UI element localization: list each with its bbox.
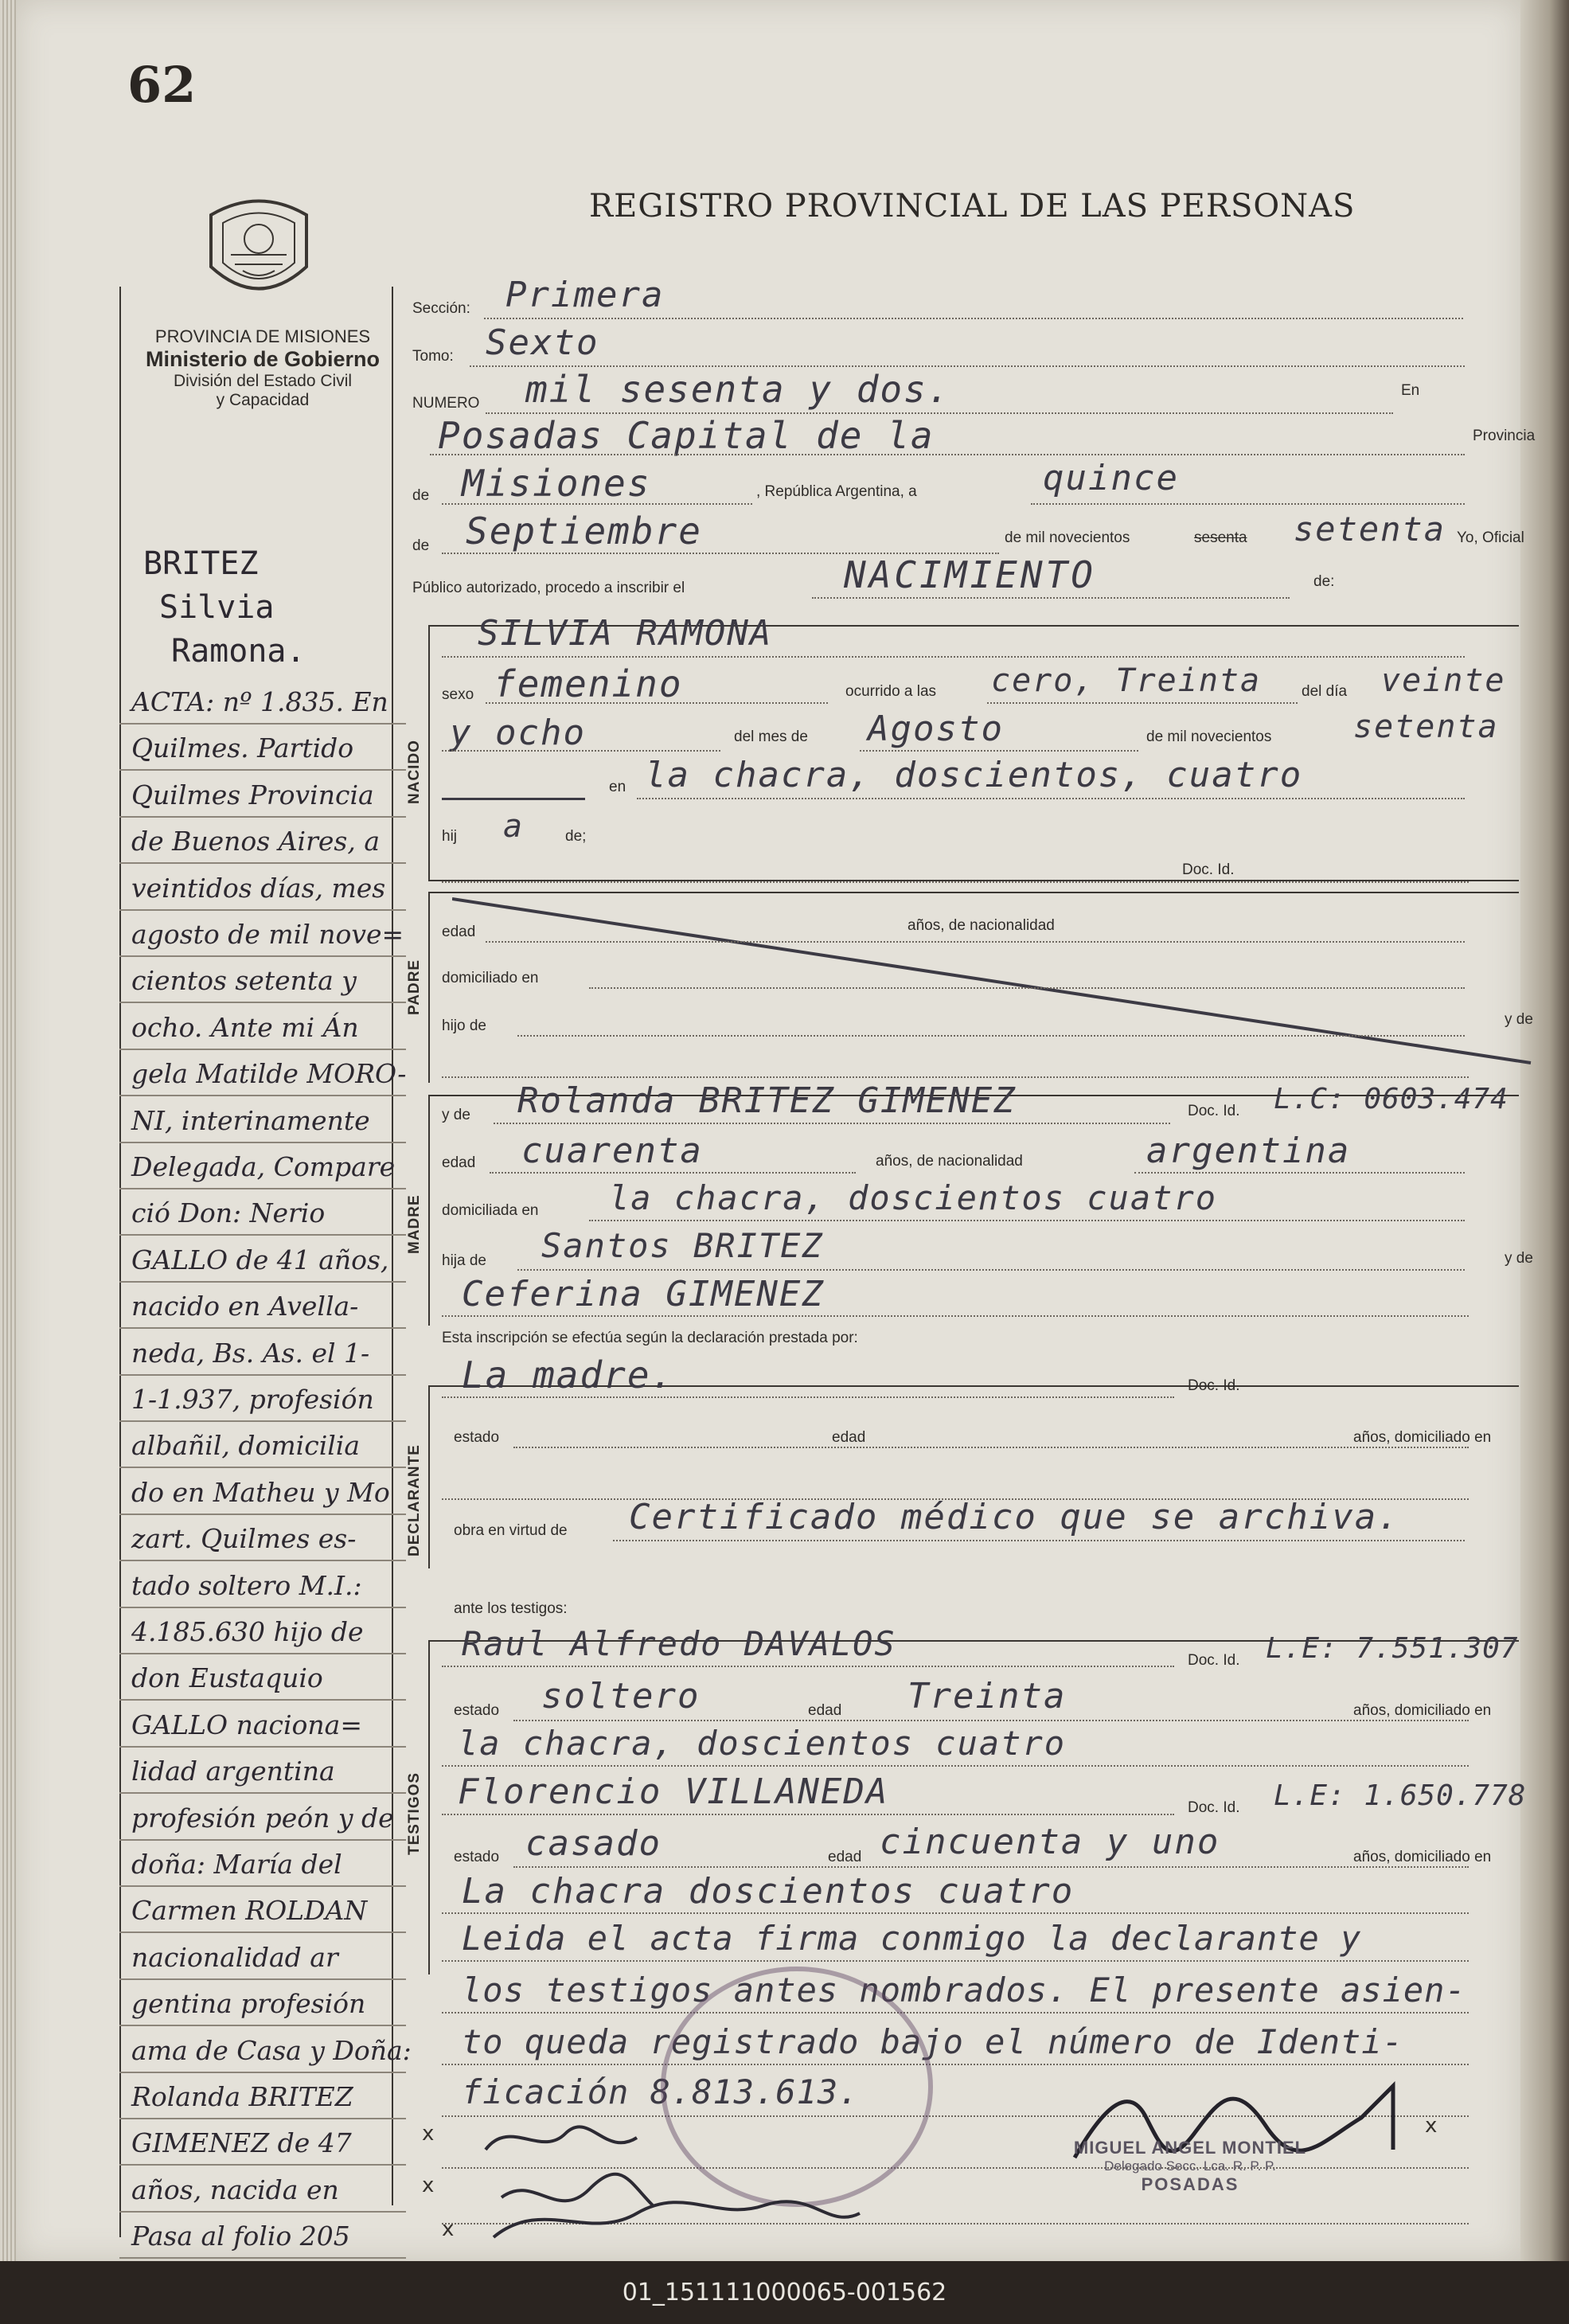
birth-year-label: de mil novecientos xyxy=(1146,728,1272,745)
witness1-edad-value: Treinta xyxy=(907,1676,1067,1717)
witness1-name-line xyxy=(442,1664,1174,1667)
tomo-label: Tomo: xyxy=(412,348,454,365)
witness2-estado-value: casado xyxy=(525,1823,662,1864)
witness2-estado-label: estado xyxy=(454,1849,500,1865)
witness1-doc-label: Doc. Id. xyxy=(1188,1652,1240,1669)
padre-edad-line xyxy=(486,939,1465,943)
madre-parent2: Ceferina GIMENEZ xyxy=(462,1274,825,1314)
declarante-edad-label: edad xyxy=(832,1429,866,1446)
margin-rule xyxy=(119,1699,406,1701)
closing-line-1-rule xyxy=(442,1959,1469,1962)
padre-hijo-label: hijo de xyxy=(442,1017,486,1034)
official-name: MIGUEL ANGEL MONTIEL xyxy=(1073,2138,1307,2158)
madre-parent1: Santos BRITEZ xyxy=(541,1226,824,1265)
margin-rule xyxy=(119,2118,406,2119)
madre-parent2-line xyxy=(442,1314,1469,1317)
closing-line-4: ficación 8.813.613. xyxy=(462,2072,860,2111)
padre-extra-line xyxy=(442,1075,1469,1078)
del-dia-label: del día xyxy=(1302,683,1348,700)
witness2-estado-line xyxy=(513,1865,1469,1868)
witness1-estado-value: soltero xyxy=(541,1676,701,1717)
month-value: Septiembre xyxy=(466,510,702,553)
margin-rule xyxy=(119,1839,406,1841)
margin-note-line: agosto de mil nove= xyxy=(131,919,404,950)
witness2-edad-label: edad xyxy=(828,1849,862,1865)
margin-rule xyxy=(119,1885,406,1887)
official-role: Delegado Secc. Lca. R. P. P. xyxy=(1104,2158,1276,2174)
testigos-intro: ante los testigos: xyxy=(454,1600,568,1617)
sexo-value: femenino xyxy=(494,662,683,705)
de-label: de xyxy=(412,487,430,504)
padre-edad-label: edad xyxy=(442,924,476,940)
closing-line-1: Leida el acta firma conmigo la declarante y xyxy=(462,1919,1362,1958)
hour-line xyxy=(987,701,1298,704)
de-label-2: de xyxy=(412,537,430,554)
margin-rule xyxy=(119,955,406,957)
sexo-line xyxy=(486,701,828,704)
margin-rule xyxy=(119,1653,406,1654)
act-type-line xyxy=(812,596,1290,599)
margin-note-line: ACTA: nº 1.835. En xyxy=(131,686,388,717)
birth-year-value: setenta xyxy=(1353,709,1499,745)
witness2-name-line xyxy=(442,1812,1174,1815)
birthplace-en-label: en xyxy=(609,779,626,795)
margin-note-line: Pasa al folio 205 xyxy=(131,2220,350,2252)
padre-nacionalidad-label: años, de nacionalidad xyxy=(907,917,1055,934)
madre-doc-label: Doc. Id. xyxy=(1188,1103,1240,1119)
margin-note-line: nacionalidad ar xyxy=(131,1941,338,1973)
witness2-edad-value: cincuenta y uno xyxy=(880,1822,1220,1862)
padre-bracket xyxy=(428,892,430,1083)
margin-note-line: zart. Quilmes es- xyxy=(131,1523,357,1555)
province-value: Misiones xyxy=(462,462,651,505)
tomo-value: Sexto xyxy=(486,322,599,363)
obra-label: obra en virtud de xyxy=(454,1522,568,1539)
birth-day-value: veinte xyxy=(1381,662,1506,699)
seccion-value: Primera xyxy=(505,275,665,315)
section-label-testigos: TESTIGOS xyxy=(406,1771,423,1855)
nacido-bracket xyxy=(428,625,430,880)
issuer-division-2: y Capacidad xyxy=(216,391,310,409)
madre-domicilio-line xyxy=(589,1218,1465,1221)
year-value: setenta xyxy=(1294,510,1446,549)
en-prefix-line xyxy=(442,796,585,800)
nacido-doc-line xyxy=(442,880,1469,883)
margin-note-line: doña: María del xyxy=(131,1849,342,1880)
madre-bracket xyxy=(428,1095,430,1326)
hij-value: a xyxy=(503,808,525,845)
place-value: Posadas Capital de la xyxy=(438,414,935,457)
margin-rule xyxy=(119,1374,406,1376)
section-label-nacido: NACIDO xyxy=(406,740,423,804)
madre-edad-value: cuarenta xyxy=(521,1131,703,1171)
margin-note-line: cientos setenta y xyxy=(131,965,357,997)
margin-rule xyxy=(119,1281,406,1283)
day2-line xyxy=(442,748,720,752)
official-stamp xyxy=(1003,2138,1377,2195)
act-type: NACIMIENTO xyxy=(844,553,1096,596)
hour-value: cero, Treinta xyxy=(991,662,1262,699)
margin-rule xyxy=(119,1049,406,1050)
margin-given-name-1: Silvia xyxy=(159,589,275,626)
closing-line-2-rule xyxy=(442,2010,1469,2013)
image-id-footer: 01_151111000065-001562 xyxy=(0,2261,1569,2324)
signature-mark-1: x xyxy=(422,2122,435,2146)
padre-hijo-line xyxy=(517,1033,1465,1037)
issuer-province: PROVINCIA DE MISIONES xyxy=(154,326,371,346)
witness1-domicilio-value: la chacra, doscientos cuatro xyxy=(458,1724,1067,1763)
margin-rule xyxy=(119,2211,406,2213)
issuer-division: División del Estado Civil xyxy=(173,372,353,390)
day-value: quince xyxy=(1043,458,1179,498)
witness1-domicilio-label: años, domiciliado en xyxy=(1353,1702,1492,1719)
page-title: REGISTRO PROVINCIAL DE LAS PERSONAS xyxy=(589,188,1356,225)
margin-rule xyxy=(119,816,406,818)
margin-note-line: ama de Casa y Doña: xyxy=(131,2034,412,2066)
margin-rule xyxy=(119,1095,406,1096)
madre-domicilio-label: domiciliada en xyxy=(442,1202,539,1219)
margin-rule xyxy=(119,1002,406,1003)
section-label-madre: MADRE xyxy=(406,1194,423,1254)
margin-rule xyxy=(119,1607,406,1608)
margin-note-line: do en Matheu y Mo xyxy=(131,1476,390,1508)
margin-rule xyxy=(119,1978,406,1980)
numero-value: mil sesenta y dos. xyxy=(525,368,951,411)
witness2-domicilio-value: La chacra doscientos cuatro xyxy=(462,1871,1075,1912)
birth-month-value: Agosto xyxy=(868,709,1004,749)
nacido-doc-label: Doc. Id. xyxy=(1182,861,1235,878)
madre-edad-label: edad xyxy=(442,1154,476,1171)
madre-nacionalidad-line xyxy=(1134,1170,1465,1174)
margin-note-line: nacido en Avella- xyxy=(131,1291,359,1322)
margin-note-line: GIMENEZ de 47 xyxy=(131,2127,352,2159)
signature-mark-2: x xyxy=(422,2174,435,2197)
hij-label: hij xyxy=(442,828,458,845)
witness1-doc-value: L.E: 7.551.307 xyxy=(1266,1632,1519,1665)
margin-note-line: ocho. Ante mi Án xyxy=(131,1011,359,1043)
margin-note-line: neda, Bs. As. el 1- xyxy=(131,1337,370,1369)
declarante-intro: Esta inscripción se efectúa según la declaración prestada por: xyxy=(442,1330,858,1346)
margin-note-line: NI, interinamente xyxy=(131,1104,370,1136)
margin-note-line: años, nacida en xyxy=(131,2174,339,2205)
madre-parent1-line xyxy=(517,1267,1465,1271)
margin-rule xyxy=(119,2257,406,2259)
province-line xyxy=(442,502,752,505)
madre-nacionalidad-value: argentina xyxy=(1146,1131,1351,1171)
madre-nacionalidad-label: años, de nacionalidad xyxy=(876,1153,1023,1170)
margin-rule xyxy=(119,862,406,864)
madre-edad-line xyxy=(490,1170,856,1174)
padre-y-label: y de xyxy=(1505,1011,1533,1028)
sexo-label: sexo xyxy=(442,686,474,703)
margin-note-line: gela Matilde MORO- xyxy=(131,1058,407,1090)
left-margin-rule xyxy=(119,287,121,2237)
margin-rule xyxy=(119,1514,406,1515)
margin-note-line: Quilmes. Partido xyxy=(131,732,354,764)
madre-domicilio-value: la chacra, doscientos cuatro xyxy=(609,1178,1218,1217)
closing-line-3: to queda registrado bajo el número de Identi- xyxy=(462,2022,1403,2061)
margin-note-line: de Buenos Aires, a xyxy=(131,826,381,857)
madre-doc-value: L.C: 0603.474 xyxy=(1274,1083,1509,1115)
margin-rule xyxy=(119,2025,406,2026)
declarante-domicilio-label: años, domiciliado en xyxy=(1353,1429,1492,1446)
birth-month-line xyxy=(860,748,1138,752)
margin-rule xyxy=(119,1792,406,1794)
margin-rule xyxy=(119,723,406,725)
page-number: 62 xyxy=(127,56,197,114)
provincia-label: Provincia xyxy=(1473,428,1536,444)
madre-name-line xyxy=(494,1121,1170,1124)
margin-rule xyxy=(119,1234,406,1236)
de-colon-label: de: xyxy=(1313,573,1335,590)
declarante-line xyxy=(442,1395,1174,1398)
margin-rule xyxy=(119,1560,406,1561)
witness2-name: Florencio VILLANEDA xyxy=(458,1771,889,1812)
day-line xyxy=(1031,502,1465,505)
witness1-domicilio-line xyxy=(442,1764,1469,1767)
margin-rule xyxy=(119,1327,406,1329)
ocurrido-label: ocurrido a las xyxy=(845,683,937,700)
margin-note-line: GALLO naciona= xyxy=(131,1709,362,1740)
witness2-doc-value: L.E: 1.650.778 xyxy=(1274,1779,1527,1812)
closing-line-3-rule xyxy=(442,2062,1469,2065)
margin-note-line: tado soltero M.I.: xyxy=(131,1569,362,1601)
witness1-name: Raul Alfredo DAVALOS xyxy=(462,1624,896,1663)
republica-label: , República Argentina, a xyxy=(756,483,917,500)
signature-mark-4: x xyxy=(1425,2114,1438,2138)
signature-mark-3: x xyxy=(442,2217,455,2241)
margin-divider xyxy=(392,287,393,2205)
signatures-icon xyxy=(478,2102,923,2245)
padre-domicilio-line xyxy=(589,986,1465,989)
padre-domicilio-label: domiciliado en xyxy=(442,970,539,986)
province-seal-icon xyxy=(199,191,318,311)
page-binding-edge xyxy=(1520,0,1569,2261)
declarante-bracket xyxy=(428,1385,430,1568)
padre-top-rule xyxy=(428,892,1519,893)
margin-note-line: Quilmes Provincia xyxy=(131,779,374,810)
tomo-line xyxy=(470,364,1465,367)
margin-rule xyxy=(119,1142,406,1143)
declarante-doc-label: Doc. Id. xyxy=(1188,1377,1240,1394)
margin-note-line: profesión peón y de xyxy=(131,1802,394,1834)
obra-line xyxy=(613,1538,1465,1541)
yo-label: Yo, Oficial xyxy=(1457,529,1524,546)
nacido-name: SILVIA RAMONA xyxy=(478,613,773,654)
witness2-domicilio-label: años, domiciliado en xyxy=(1353,1849,1492,1865)
birth-day-value-2: y ocho xyxy=(450,713,586,753)
margin-note-line: 4.185.630 hijo de xyxy=(131,1616,364,1647)
margin-surname: BRITEZ xyxy=(143,545,259,582)
declarante-value: La madre. xyxy=(462,1353,675,1396)
margin-note-line: veintidos días, mes xyxy=(131,872,386,904)
margin-note-line: don Eustaquio xyxy=(131,1662,323,1694)
witness2-domicilio-line xyxy=(442,1911,1469,1914)
birthplace-value: la chacra, doscientos, cuatro xyxy=(645,755,1303,795)
margin-rule xyxy=(119,1188,406,1189)
page-stack-edge xyxy=(0,0,18,2261)
margin-rule xyxy=(119,769,406,771)
margin-rule xyxy=(119,2072,406,2073)
birthplace-line xyxy=(637,796,1465,799)
madre-y-label: y de xyxy=(1505,1250,1533,1267)
margin-given-name-2: Ramona. xyxy=(171,633,306,670)
margin-note-line: Carmen ROLDAN xyxy=(131,1895,368,1927)
closing-line-2: los testigos antes nombrados. El presente asien- xyxy=(462,1971,1466,2010)
madre-hija-label: hija de xyxy=(442,1252,486,1269)
margin-rule xyxy=(119,1467,406,1468)
witness1-estado-line xyxy=(513,1718,1469,1721)
seccion-label: Sección: xyxy=(412,300,470,317)
publico-label: Público autorizado, procedo a inscribir el xyxy=(412,580,685,596)
witness2-doc-label: Doc. Id. xyxy=(1188,1799,1240,1816)
margin-note-line: albañil, domicilia xyxy=(131,1430,361,1462)
witness1-edad-label: edad xyxy=(808,1702,842,1719)
margin-rule xyxy=(119,909,406,911)
official-city: POSADAS xyxy=(1141,2174,1239,2194)
en-label: En xyxy=(1401,382,1420,399)
madre-name: Rolanda BRITEZ GIMENEZ xyxy=(517,1080,1017,1121)
margin-note-line: Rolanda BRITEZ xyxy=(131,2081,353,2112)
margin-rule xyxy=(119,1931,406,1933)
margin-rule xyxy=(119,1420,406,1422)
seccion-line xyxy=(484,316,1463,319)
margin-note-line: 1-1.937, profesión xyxy=(131,1384,374,1415)
issuer-ministry: Ministerio de Gobierno xyxy=(145,347,381,371)
section-label-declarante: DECLARANTE xyxy=(406,1444,423,1556)
margin-note-line: lidad argentina xyxy=(131,1756,335,1787)
margin-note-line: Delegada, Compare xyxy=(131,1151,396,1182)
year-struck: sesenta xyxy=(1194,529,1247,546)
place-line xyxy=(430,452,1465,455)
year-label: de mil novecientos xyxy=(1005,529,1130,546)
issuer-block xyxy=(119,326,406,410)
margin-note-line: GALLO de 41 años, xyxy=(131,1244,389,1275)
obra-value: Certificado médico que se archiva. xyxy=(629,1497,1400,1537)
section-label-padre: PADRE xyxy=(406,959,423,1015)
margin-rule xyxy=(119,2164,406,2166)
testigos-bracket xyxy=(428,1640,430,1974)
mes-label: del mes de xyxy=(734,728,808,745)
numero-label: NUMERO xyxy=(412,395,480,412)
declarante-estado-label: estado xyxy=(454,1429,500,1446)
madre-yde-label: y de xyxy=(442,1107,470,1123)
margin-rule xyxy=(119,1746,406,1748)
nacido-name-line xyxy=(442,654,1465,658)
hij-de-label: de; xyxy=(565,828,587,845)
declarante-estado-line xyxy=(513,1445,1469,1448)
margin-note-line: gentina profesión xyxy=(131,1988,366,2020)
margin-note-line: ció Don: Nerio xyxy=(131,1197,326,1229)
witness1-estado-label: estado xyxy=(454,1702,500,1719)
